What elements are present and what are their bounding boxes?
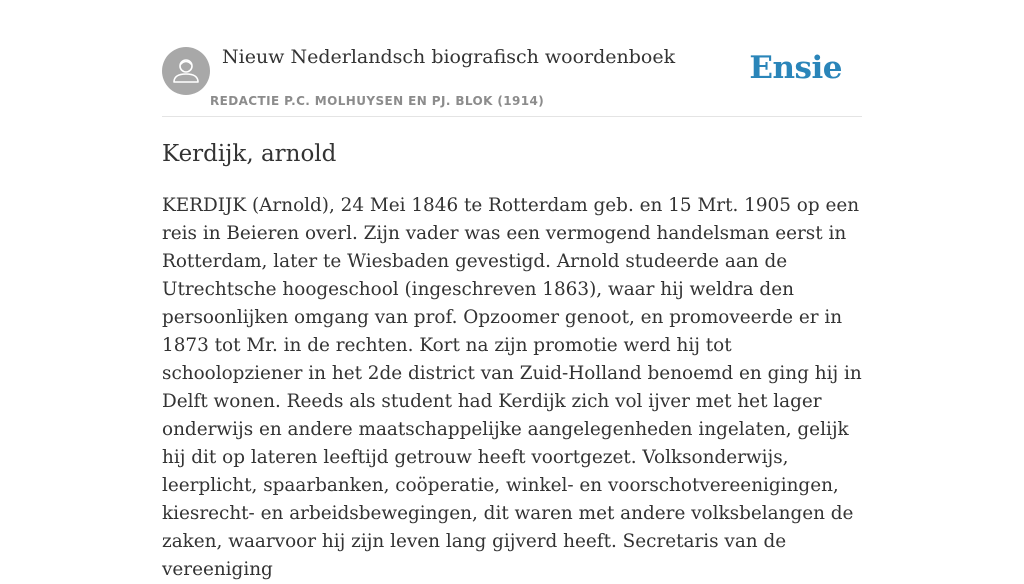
entry-title: Kerdijk, arnold xyxy=(162,141,337,167)
ensie-logo[interactable]: Ensie xyxy=(749,50,842,86)
user-placeholder-icon xyxy=(162,47,210,95)
entry-body: KERDIJK (Arnold), 24 Mei 1846 te Rotterdam geb. en 15 Mrt. 1905 op een reis in Beieren overl. Zijn vader was een vermogend handelsman eerst in Rotterdam, later te Wiesbaden gevestigd. Arnold studeerde aan de Utrechtsche hoogeschool (ingeschreven 1863), waar hij weldra den persoonlijken omgang van prof. Opzoomer genoot, en promoveerde er in 1873 tot Mr. in de rechten. Kort na zijn promotie werd hij tot schoolopziener in het 2de district van Zuid-Holland benoemd en ging hij in Delft wonen. Reeds als student had Kerdijk zich vol ijver met het lager onderwijs en andere maatschappelijke aangelegenheden ingelaten, gelijk hij dit op lateren leeftijd getrouw heeft voortgezet. Volksonderwijs, leerplicht, spaarbanken, coöperatie, winkel- en voorschotvereenigingen, kiesrecht- en arbeidsbewegingen, dit waren met andere volksbelangen de zaken, waarvoor hij zijn leven lang gijverd heeft. Secretaris van de vereeniging xyxy=(162,195,862,580)
source-header xyxy=(162,0,862,117)
source-credit: REDACTIE P.C. MOLHUYSEN EN PJ. BLOK (1914) xyxy=(210,94,545,108)
source-title[interactable]: Nieuw Nederlandsch biografisch woordenboek xyxy=(222,46,676,68)
